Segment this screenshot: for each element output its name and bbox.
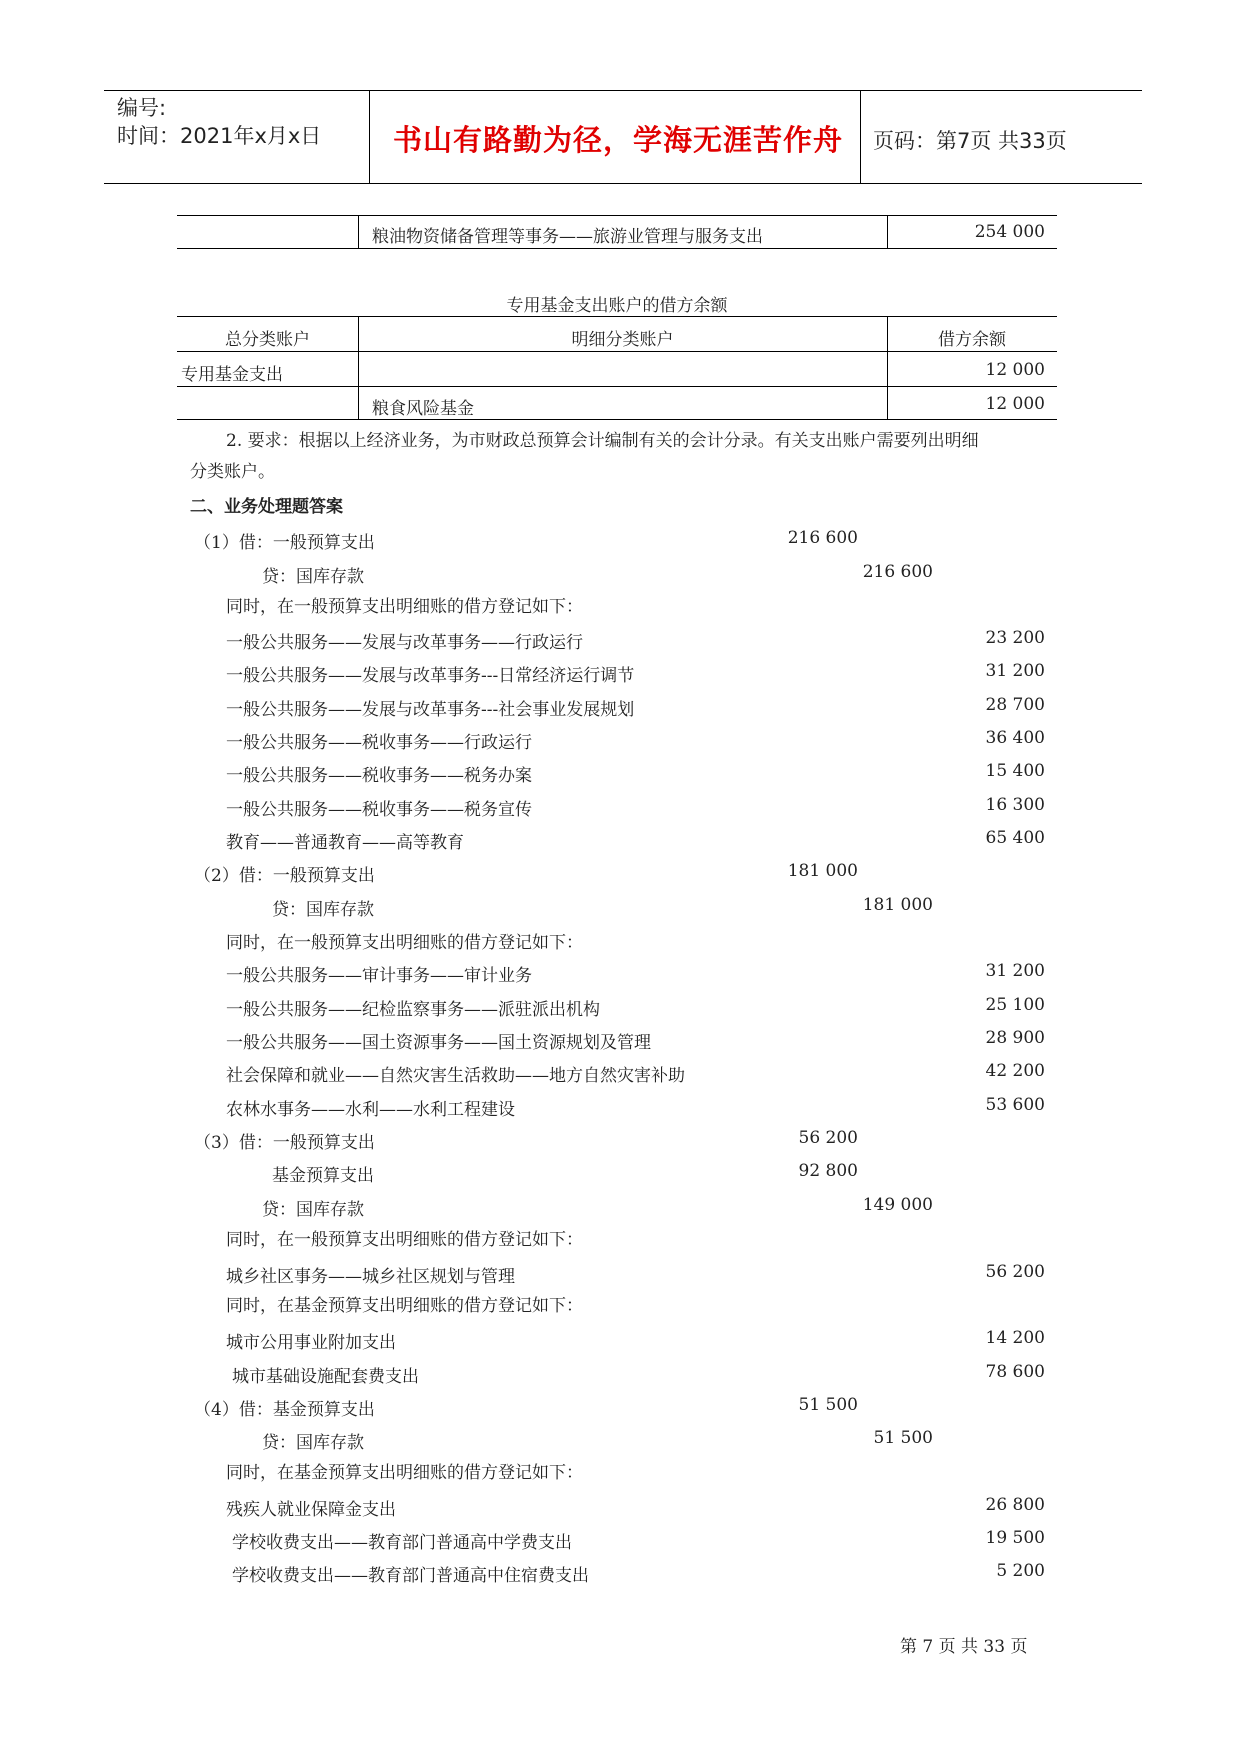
ledger-amount: 36 400 [985, 728, 1045, 748]
ledger-amount: 5 200 [996, 1561, 1045, 1581]
serial-label: 编号: [117, 96, 167, 120]
ledger-note: 同时，在一般预算支出明细账的借方登记如下： [226, 933, 583, 953]
ledger-amount: 78 600 [985, 1362, 1045, 1382]
ledger-amount: 28 700 [985, 695, 1045, 715]
debit-line: （3）借：一般预算支出 [194, 1133, 375, 1153]
table-cell: 12 000 [985, 360, 1045, 380]
page-info: 页码：第7页 共33页 [873, 129, 1067, 153]
ledger-note: 同时，在一般预算支出明细账的借方登记如下： [226, 597, 583, 617]
ledger-item: 一般公共服务——税收事务——税务办案 [226, 766, 532, 786]
header-divider-left [369, 90, 370, 183]
ledger-amount: 26 800 [985, 1495, 1045, 1515]
ledger-item: 一般公共服务——税收事务——行政运行 [226, 733, 532, 753]
row-rule [177, 386, 1057, 387]
ledger-amount: 15 400 [985, 761, 1045, 781]
ledger-amount: 14 200 [985, 1328, 1045, 1348]
ledger-amount: 25 100 [985, 995, 1045, 1015]
row-rule [177, 215, 1057, 216]
requirement-line-2: 分类账户。 [190, 462, 275, 482]
ledger-amount: 28 900 [985, 1028, 1045, 1048]
table-cell: 专用基金支出 [181, 365, 283, 385]
debit-amount: 216 600 [787, 528, 858, 548]
credit-amount: 51 500 [873, 1428, 933, 1448]
ledger-item: 农林水事务——水利——水利工程建设 [226, 1100, 515, 1120]
col-rule [887, 215, 888, 248]
row-rule [177, 316, 1057, 317]
ledger-item: 城市基础设施配套费支出 [232, 1367, 419, 1387]
ledger-item: 学校收费支出——教育部门普通高中住宿费支出 [232, 1566, 589, 1586]
credit-line: 贷：国库存款 [262, 567, 364, 587]
ledger-item: 一般公共服务——发展与改革事务---日常经济运行调节 [226, 666, 635, 686]
debit-amount: 181 000 [787, 861, 858, 881]
row-rule [177, 419, 1057, 420]
table-header: 借方余额 [938, 330, 1006, 350]
table-cell: 粮食风险基金 [372, 399, 474, 419]
ledger-item: 学校收费支出——教育部门普通高中学费支出 [232, 1533, 572, 1553]
requirement-line-1: 2. 要求：根据以上经济业务，为市财政总预算会计编制有关的会计分录。有关支出账户需要列出明细 [226, 431, 979, 451]
ledger-amount: 16 300 [985, 795, 1045, 815]
ledger-item: 一般公共服务——审计事务——审计业务 [226, 966, 532, 986]
credit-line: 贷：国库存款 [262, 1200, 364, 1220]
ledger-note: 同时，在一般预算支出明细账的借方登记如下： [226, 1230, 583, 1250]
answer-section-title: 二、业务处理题答案 [190, 497, 343, 517]
header-divider-right [860, 90, 861, 183]
debit-line: （2）借：一般预算支出 [194, 866, 375, 886]
ledger-item: 教育——普通教育——高等教育 [226, 833, 464, 853]
table-header: 总分类账户 [225, 330, 310, 350]
ledger-amount: 42 200 [985, 1061, 1045, 1081]
credit-line: 贷：国库存款 [272, 900, 374, 920]
credit-amount: 181 000 [862, 895, 933, 915]
row-rule [177, 351, 1057, 352]
ledger-item: 一般公共服务——纪检监察事务——派驻派出机构 [226, 1000, 600, 1020]
ledger-item: 一般公共服务——税收事务——税务宣传 [226, 800, 532, 820]
ledger-amount: 31 200 [985, 661, 1045, 681]
table-caption: 专用基金支出账户的借方余额 [506, 296, 728, 316]
ledger-note: 同时，在基金预算支出明细账的借方登记如下： [226, 1296, 583, 1316]
ledger-note: 同时，在基金预算支出明细账的借方登记如下： [226, 1463, 583, 1483]
credit-amount: 216 600 [862, 562, 933, 582]
page-footer: 第 7 页 共 33 页 [900, 1637, 1028, 1657]
ledger-amount: 56 200 [985, 1262, 1045, 1282]
debit-line: 基金预算支出 [272, 1166, 374, 1186]
row-rule [177, 248, 1057, 249]
debit-line: （1）借：一般预算支出 [194, 533, 375, 553]
table-cell: 粮油物资储备管理等事务——旅游业管理与服务支出 [372, 227, 763, 247]
ledger-amount: 23 200 [985, 628, 1045, 648]
ledger-amount: 19 500 [985, 1528, 1045, 1548]
debit-line: （4）借：基金预算支出 [194, 1400, 375, 1420]
ledger-item: 一般公共服务——发展与改革事务---社会事业发展规划 [226, 700, 635, 720]
header-bottom-rule [104, 183, 1142, 184]
col-rule [358, 215, 359, 248]
ledger-amount: 53 600 [985, 1095, 1045, 1115]
ledger-item: 城乡社区事务——城乡社区规划与管理 [226, 1267, 515, 1287]
time-label: 时间：2021年x月x日 [117, 124, 322, 148]
ledger-amount: 31 200 [985, 961, 1045, 981]
table-cell: 254 000 [974, 222, 1045, 242]
table-cell: 12 000 [985, 394, 1045, 414]
header-top-rule [104, 90, 1142, 91]
credit-line: 贷：国库存款 [262, 1433, 364, 1453]
ledger-item: 残疾人就业保障金支出 [226, 1500, 396, 1520]
header-motto: 书山有路勤为径，学海无涯苦作舟 [393, 123, 844, 157]
credit-amount: 149 000 [862, 1195, 933, 1215]
ledger-item: 城市公用事业附加支出 [226, 1333, 396, 1353]
ledger-item: 一般公共服务——发展与改革事务——行政运行 [226, 633, 583, 653]
table-header: 明细分类账户 [571, 330, 674, 350]
ledger-item: 社会保障和就业——自然灾害生活救助——地方自然灾害补助 [226, 1066, 685, 1086]
debit-amount: 51 500 [798, 1395, 858, 1415]
debit-amount: 92 800 [798, 1161, 858, 1181]
debit-amount: 56 200 [798, 1128, 858, 1148]
ledger-item: 一般公共服务——国土资源事务——国土资源规划及管理 [226, 1033, 651, 1053]
ledger-amount: 65 400 [985, 828, 1045, 848]
